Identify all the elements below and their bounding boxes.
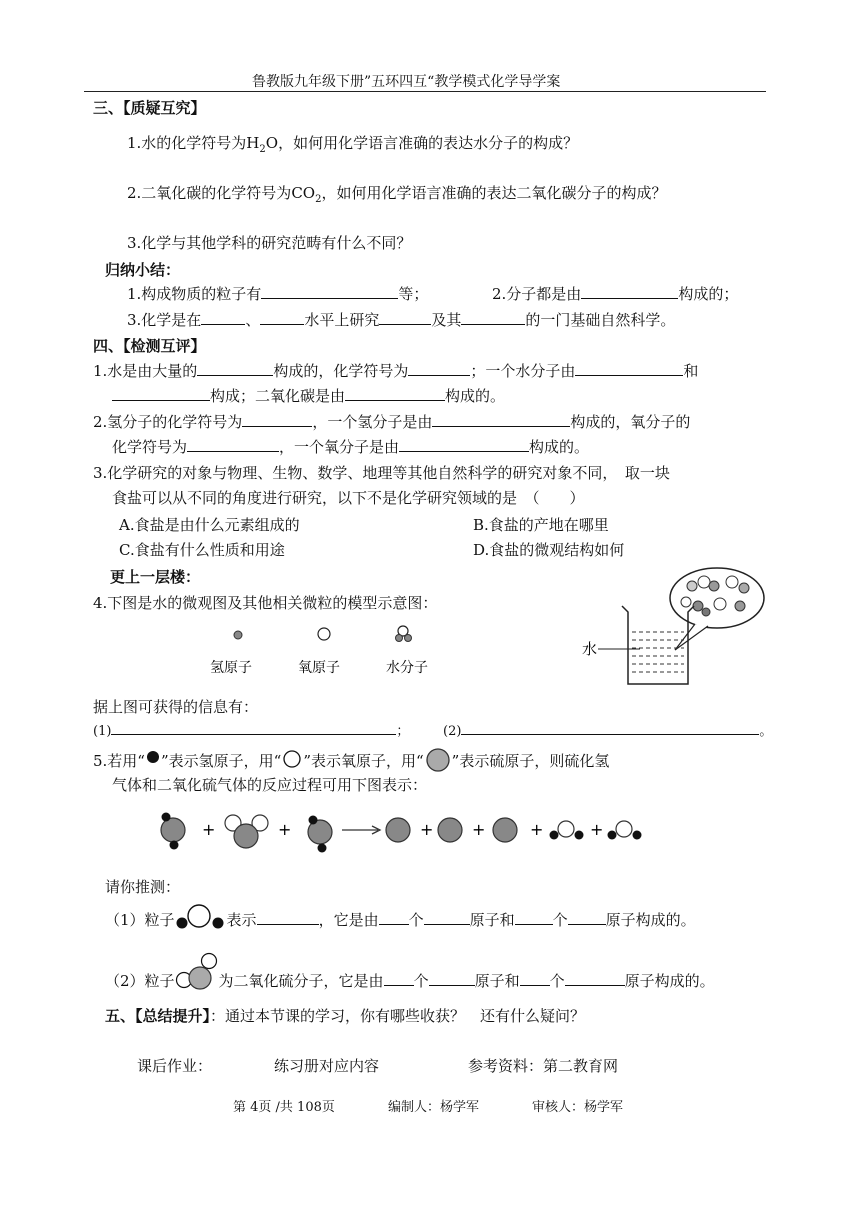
reviewer: 审核人：杨学军 xyxy=(532,1100,624,1115)
section-5: 五、【总结提升】：通过本节课的学习，你有哪些收获？ 还有什么疑问？ xyxy=(105,1007,586,1025)
info-line-1: (1) ； xyxy=(93,724,410,739)
beaker-figure xyxy=(580,562,775,690)
blank[interactable] xyxy=(260,310,304,325)
blank[interactable] xyxy=(379,910,409,925)
blank[interactable] xyxy=(461,722,759,735)
blank[interactable] xyxy=(581,284,678,299)
water-molecule-icon xyxy=(608,821,642,840)
hydrogen-atom-icon xyxy=(145,751,161,767)
hydrogen-label: 氢原子 xyxy=(210,660,252,676)
question-4-3-line2: 食盐可以从不同的角度进行研究，以下不是化学研究领域的是 （ ） xyxy=(112,489,585,507)
plus-sign: + xyxy=(530,820,544,839)
plus-sign: + xyxy=(590,820,604,839)
sulfur-atom-icon xyxy=(493,818,517,842)
plus-sign: + xyxy=(278,820,292,839)
homework-content: 练习册对应内容 xyxy=(274,1057,380,1075)
plus-sign: + xyxy=(472,820,486,839)
question-4-1-line2: 构成；二氧化碳是由 构成的。 xyxy=(112,386,505,406)
blank[interactable] xyxy=(384,971,414,986)
info-prompt: 据上图可获得的信息有： xyxy=(93,698,259,716)
question-4-4: 4.下图是水的微观图及其他相关微粒的模型示意图： xyxy=(93,594,438,612)
question-4-2-line1: 2.氢分子的化学符号为 ，一个氢分子是由 构成的，氧分子的 xyxy=(93,413,691,431)
blank[interactable] xyxy=(112,386,210,401)
question-3-2: 2.二氧化碳的化学符号为$CO_2$，如何用化学语言准确的表达二氧化碳分子的构成？ xyxy=(127,184,667,205)
question-4-1-line1: 1.水是由大量的 构成的，化学符号为 ；一个水分子由 和 xyxy=(93,362,699,380)
section-5-title: 五、【总结提升】 xyxy=(105,1007,211,1025)
question-4-2-line2: 化学符号为 ，一个氧分子是由 构成的。 xyxy=(112,438,590,456)
oxygen-atom-icon xyxy=(318,628,330,640)
question-4-3-line1: 3.化学研究的对象与物理、生物、数学、地理等其他自然科学的研究对象不同， 取一块 xyxy=(93,464,670,482)
magnify-bubble-icon xyxy=(670,568,764,650)
blank[interactable] xyxy=(201,310,245,325)
sulfur-atom-icon xyxy=(386,818,410,842)
question-4-5-line1: 5.若用“ ”表示氢原子，用“ ”表示氧原子，用“ ”表示硫原子，则硫化氢 xyxy=(93,748,609,772)
section-3-title: 三、【质疑互究】 xyxy=(93,99,206,117)
water-molecule-icon xyxy=(396,626,412,642)
blank[interactable] xyxy=(568,910,606,925)
blank[interactable] xyxy=(379,310,431,325)
blank[interactable] xyxy=(111,722,396,735)
header-rule xyxy=(84,91,766,92)
hydrogen-atom-icon xyxy=(234,631,242,639)
blank[interactable] xyxy=(575,361,683,376)
hydrogen-sulfide-molecule-icon xyxy=(161,813,185,850)
summary-title: 归纳小结： xyxy=(105,261,181,279)
water-molecule-label: 水分子 xyxy=(386,660,428,676)
blank[interactable] xyxy=(424,910,470,925)
particle-2-line: （2）粒子 为二氧化硫分子，它是由 个 原子和 个 原子构成的。 xyxy=(105,952,715,992)
sulfur-dioxide-molecule-icon xyxy=(225,815,268,848)
option-d: D.食盐的微观结构如何 xyxy=(473,541,625,559)
editor: 编制人：杨学军 xyxy=(388,1100,480,1115)
blank[interactable] xyxy=(345,386,445,401)
info-line-2: (2) 。 xyxy=(443,724,773,739)
question-3-1: 1.水的化学符号为$H_2O$，如何用化学语言准确的表达水分子的构成？ xyxy=(127,134,579,155)
plus-sign: + xyxy=(420,820,434,839)
reference-material: 参考资料：第二教育网 xyxy=(468,1057,619,1075)
blank[interactable] xyxy=(242,412,312,427)
advanced-title: 更上一层楼： xyxy=(110,568,201,586)
blank[interactable] xyxy=(261,284,398,299)
infer-prompt: 请你推测： xyxy=(105,878,181,896)
blank[interactable] xyxy=(432,412,570,427)
oxygen-atom-icon xyxy=(281,750,303,768)
homework-label: 课后作业： xyxy=(137,1057,213,1075)
particle-models-figure xyxy=(200,620,460,680)
blank[interactable] xyxy=(515,910,553,925)
option-b: B.食盐的产地在哪里 xyxy=(473,516,609,534)
sulfur-atom-icon xyxy=(424,748,452,772)
water-molecule-icon xyxy=(550,821,584,840)
option-a: A.食盐是由什么元素组成的 xyxy=(119,516,300,534)
option-c: C.食盐有什么性质和用途 xyxy=(119,541,285,559)
blank[interactable] xyxy=(429,971,475,986)
summary-1: 1.构成物质的粒子有 等； xyxy=(127,285,429,303)
page-header: 鲁教版九年级下册”五环四互“教学模式化学导学案 xyxy=(252,74,561,90)
section-4-title: 四、【检测互评】 xyxy=(93,337,206,355)
question-4-5-line2: 气体和二氧化硫气体的反应过程可用下图表示： xyxy=(112,776,428,794)
blank[interactable] xyxy=(257,910,319,925)
particle-1-line: （1）粒子 表示 ，它是由 个 原子和 个 原子构成的。 xyxy=(105,903,696,933)
sulfur-atom-icon xyxy=(438,818,462,842)
blank[interactable] xyxy=(461,310,525,325)
blank[interactable] xyxy=(408,361,470,376)
oxygen-label: 氧原子 xyxy=(298,660,340,676)
reaction-diagram xyxy=(150,808,650,860)
blank[interactable] xyxy=(399,437,529,452)
plus-sign: + xyxy=(202,820,216,839)
blank[interactable] xyxy=(520,971,550,986)
water-label: 水 xyxy=(582,640,598,658)
sulfur-dioxide-molecule-icon xyxy=(175,952,219,992)
water-molecule-icon xyxy=(175,903,227,933)
summary-3: 3.化学是在 、 水平上研究 及其 的一门基础自然科学。 xyxy=(127,311,676,329)
page-number: 第 4页 /共 108页 xyxy=(233,1100,335,1115)
blank[interactable] xyxy=(187,437,279,452)
hydrogen-sulfide-molecule-icon xyxy=(308,816,332,853)
question-3-3: 3.化学与其他学科的研究范畴有什么不同？ xyxy=(127,234,412,252)
summary-2: 2.分子都是由 构成的； xyxy=(492,285,739,303)
blank[interactable] xyxy=(197,361,273,376)
blank[interactable] xyxy=(565,971,625,986)
